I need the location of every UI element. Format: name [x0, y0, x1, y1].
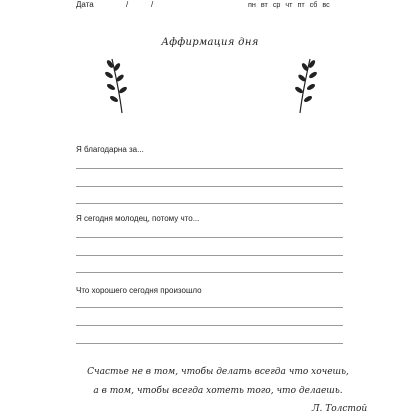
quote-author: Л. Толстой: [312, 404, 368, 414]
quote-line-1: Счастье не в том, чтобы делать всегда что хочешь,: [87, 367, 349, 377]
weekday-row: [248, 0, 330, 9]
date-separator-2: /: [151, 0, 154, 9]
weekday-fri[interactable]: пт: [297, 0, 305, 9]
write-line[interactable]: [76, 343, 343, 344]
page-title: Аффирмация дня: [161, 37, 259, 48]
write-line[interactable]: [76, 255, 343, 256]
write-line[interactable]: [76, 168, 343, 169]
write-line[interactable]: [76, 325, 343, 326]
write-line[interactable]: [76, 272, 343, 273]
olive-branch-icon: [100, 55, 134, 115]
section-label-well-done: Я сегодня молодец, потому что...: [76, 214, 200, 223]
date-label: Дата: [76, 0, 94, 9]
section-label-good-things: Что хорошего сегодня произошло: [76, 286, 202, 295]
weekday-sun[interactable]: вс: [322, 0, 330, 9]
olive-branch-icon: [288, 55, 322, 115]
weekday-tue[interactable]: вт: [260, 0, 268, 9]
quote-line-2: а в том, чтобы всегда хотеть того, что делаешь.: [93, 386, 343, 396]
weekday-sat[interactable]: сб: [309, 0, 318, 9]
section-label-grateful: Я благодарна за...: [76, 145, 144, 154]
weekday-mon[interactable]: пн: [248, 0, 256, 9]
write-line[interactable]: [76, 186, 343, 187]
weekday-thu[interactable]: чт: [285, 0, 293, 9]
write-line[interactable]: [76, 203, 343, 204]
weekday-wed[interactable]: ср: [272, 0, 281, 9]
write-line[interactable]: [76, 307, 343, 308]
write-line[interactable]: [76, 237, 343, 238]
date-separator-1: /: [126, 0, 129, 9]
